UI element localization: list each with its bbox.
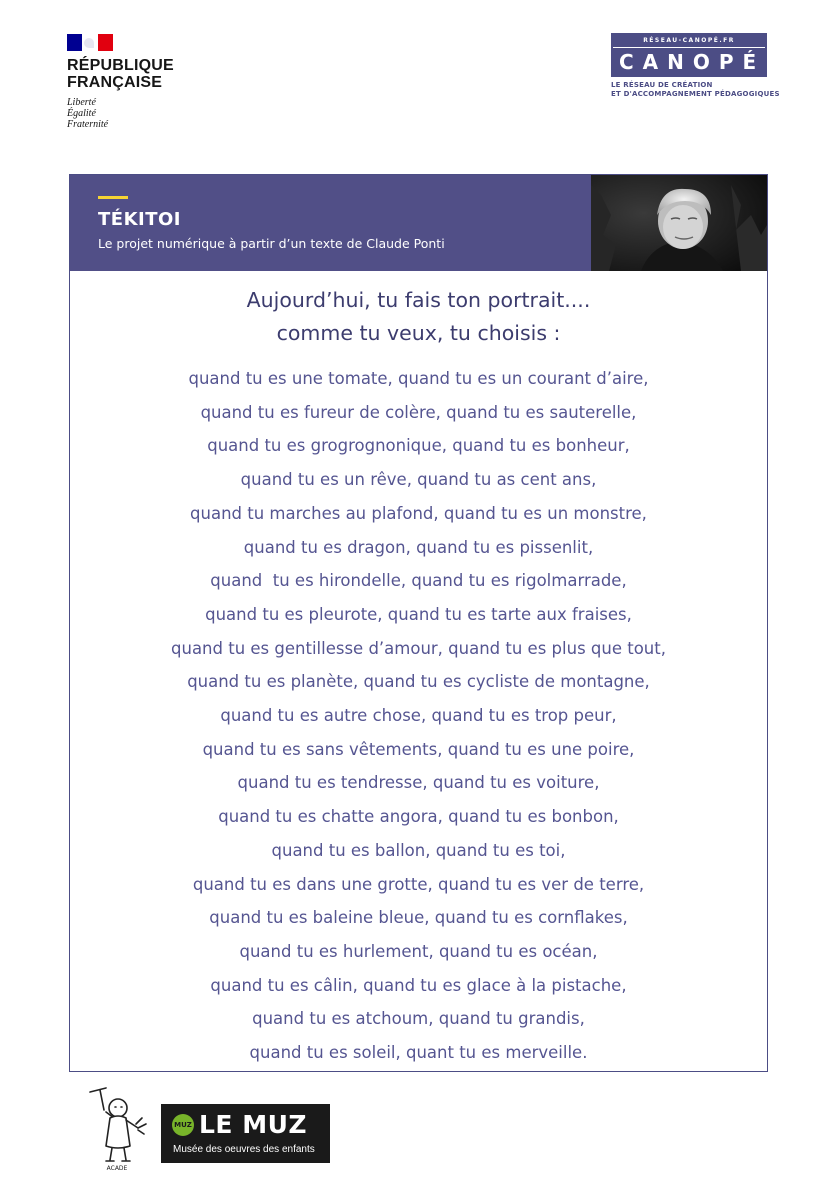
poem-line: quand tu es câlin, quand tu es glace à la pistache,: [210, 975, 627, 995]
poem-line: quand tu es tendresse, quand tu es voiture,: [237, 773, 600, 793]
poem-line: quand tu es gentillesse d’amour, quand tu es plus que tout,: [171, 638, 666, 658]
poem-heading: [70, 284, 767, 350]
canope-subtitle: [611, 81, 780, 99]
poem-lines: [70, 362, 767, 1070]
marianne-flag-icon: [67, 34, 113, 51]
banner-subtitle: Le projet numérique à partir d’un texte de Claude Ponti: [98, 236, 445, 251]
canope-name: CANOPÉ: [613, 47, 765, 75]
poem-line: quand tu es hirondelle, quand tu es rigolmarrade,: [210, 571, 627, 591]
acade-logo: [86, 1084, 148, 1172]
republique-name-line1: RÉPUBLIQUE: [67, 57, 174, 74]
lemuz-title: LE MUZ: [199, 1110, 308, 1139]
republique-francaise-logo: [67, 34, 174, 130]
canope-top-text: RÉSEAU-CANOPÉ.FR: [613, 35, 765, 47]
poem-line: quand tu es autre chose, quand tu es trop peur,: [220, 706, 617, 726]
poem-line: quand tu es planète, quand tu es cycliste de montagne,: [187, 672, 650, 692]
poem-heading-line2: comme tu veux, tu choisis :: [276, 321, 561, 345]
tekitoi-banner: [70, 175, 591, 271]
canope-subtitle-line1: LE RÉSEAU DE CRÉATION: [611, 81, 713, 89]
banner-accent-bar: [98, 196, 128, 199]
poem-heading-line1: Aujourd’hui, tu fais ton portrait....: [246, 288, 591, 312]
canope-logo-box: [611, 33, 767, 77]
poem-line: quand tu es soleil, quant tu es merveille.: [249, 1043, 588, 1063]
acade-label: ACADE: [106, 1165, 128, 1172]
poem-line: quand tu es une tomate, quand tu es un courant d’aire,: [188, 369, 649, 388]
canope-subtitle-line2: ET D'ACCOMPAGNEMENT PÉDAGOGIQUES: [611, 90, 780, 98]
poem-line: quand tu es baleine bleue, quand tu es cornflakes,: [209, 908, 628, 928]
poem-line: quand tu es dragon, quand tu es pissenlit,: [243, 537, 594, 557]
banner-title: TÉKITOI: [98, 209, 181, 230]
poem-line: quand tu es chatte angora, quand tu es bonbon,: [218, 807, 619, 827]
poem-line: quand tu es atchoum, quand tu grandis,: [252, 1009, 585, 1029]
poem-line: quand tu es pleurote, quand tu es tarte aux fraises,: [205, 604, 632, 624]
poem-card: [69, 174, 768, 1072]
card-content: [70, 271, 767, 1070]
canope-logo: [611, 33, 780, 99]
poem-line: quand tu es un rêve, quand tu as cent ans,: [240, 470, 597, 490]
poem-line: quand tu es hurlement, quand tu es océan,: [239, 941, 598, 961]
lemuz-subtitle: Musée des oeuvres des enfants: [173, 1144, 315, 1155]
poem-line: quand tu marches au plafond, quand tu es un monstre,: [190, 503, 647, 523]
motto-egalite: Égalité: [67, 108, 96, 119]
republique-motto: [67, 97, 174, 130]
lemuz-badge: MUZ: [172, 1114, 194, 1136]
child-drawing-icon: [86, 1084, 148, 1172]
poem-line: quand tu es dans une grotte, quand tu es ver de terre,: [192, 874, 645, 894]
poem-line: quand tu es grogrognonique, quand tu es bonheur,: [207, 436, 630, 456]
republique-name: [67, 57, 174, 91]
poem-line: quand tu es ballon, quand tu es toi,: [271, 840, 566, 860]
portrait-photo-icon: [591, 175, 767, 271]
motto-fraternite: Fraternité: [67, 119, 109, 130]
republique-name-line2: FRANÇAISE: [67, 74, 163, 91]
motto-liberte: Liberté: [67, 97, 96, 108]
lemuz-logo: [161, 1104, 330, 1163]
poem-line: quand tu es fureur de colère, quand tu es sauterelle,: [200, 402, 637, 422]
poem-line: quand tu es sans vêtements, quand tu es une poire,: [202, 739, 635, 759]
